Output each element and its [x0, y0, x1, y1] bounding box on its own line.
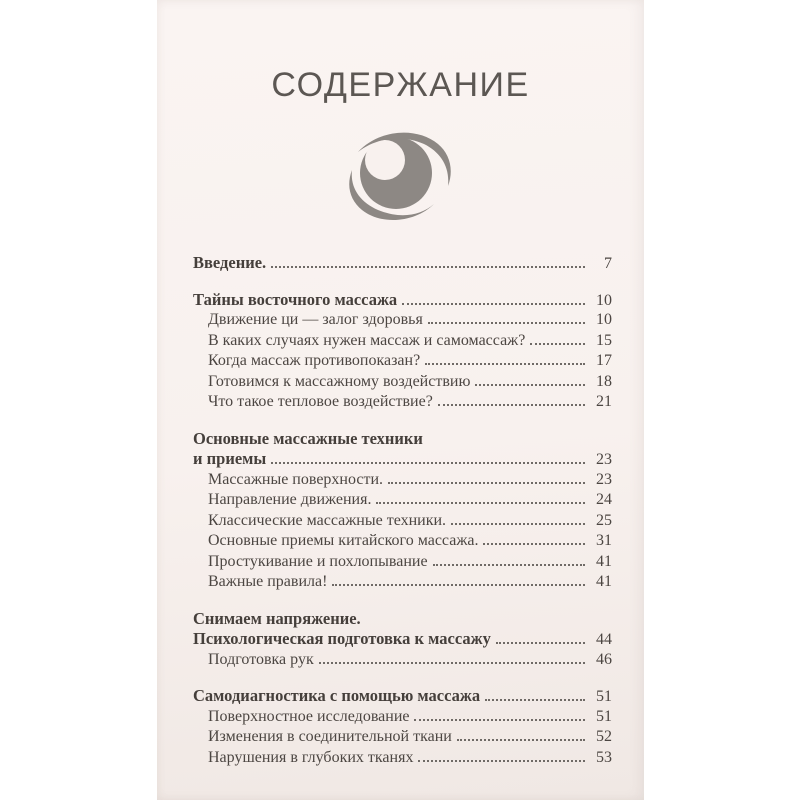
toc-entry-label: Изменения в соединительной ткани — [208, 728, 452, 745]
toc-entry-label: Снимаем напряжение. — [193, 608, 361, 628]
toc-entry — [193, 331, 612, 352]
toc-entry — [193, 372, 612, 393]
toc-dotted-leader — [475, 384, 585, 386]
toc-dotted-leader — [457, 739, 585, 741]
toc-entry — [193, 511, 612, 532]
toc-entry — [193, 650, 612, 671]
toc-entry-label: Основные массажные техники — [193, 428, 423, 448]
toc-entry — [193, 609, 612, 630]
toc-entry — [193, 707, 612, 728]
toc-entry — [193, 351, 612, 372]
page-title: СОДЕРЖАНИЕ — [271, 66, 530, 104]
toc-dotted-leader — [428, 322, 585, 324]
toc-entry-label: Введение. — [193, 253, 267, 272]
toc-dotted-leader — [438, 404, 585, 406]
toc-entry — [193, 490, 612, 511]
toc-entry — [193, 629, 612, 650]
toc-entry — [193, 748, 612, 769]
toc-page-number: 25 — [596, 511, 612, 529]
toc-dotted-leader — [376, 502, 585, 504]
toc-entry — [193, 290, 612, 311]
toc-entry-label: Что такое тепловое воздействие? — [208, 393, 433, 410]
toc-dotted-leader — [496, 642, 585, 644]
toc-entry-label: Поверхностное исследование — [208, 707, 410, 725]
toc-entry-label: Нарушения в глубоких тканях — [208, 748, 414, 766]
toc-page-number: 44 — [596, 631, 612, 648]
toc-dotted-leader — [271, 462, 585, 464]
toc-dotted-leader — [433, 564, 585, 566]
toc-entry — [193, 552, 612, 573]
book-page — [157, 0, 644, 800]
toc-entry-label: Подготовка рук — [208, 650, 314, 668]
toc-entry-label: Самодиагностика с помощью массажа — [193, 686, 481, 705]
toc-entry — [193, 253, 612, 274]
toc-entry-label: Тайны восточного массажа — [193, 289, 398, 309]
toc-entry-label: Основные приемы китайского массажа. — [208, 532, 479, 549]
toc-page-number: 23 — [596, 451, 612, 468]
toc-page-number: 15 — [596, 331, 612, 349]
toc-dotted-leader — [319, 662, 585, 664]
toc-page-number: 17 — [596, 352, 612, 369]
toc-page-number: 10 — [596, 291, 612, 309]
toc-entry-label: Классические массажные техники. — [208, 511, 447, 529]
table-of-contents — [193, 253, 612, 768]
toc-dotted-leader — [425, 363, 585, 365]
toc-page-number: 51 — [596, 688, 612, 705]
toc-dotted-leader — [414, 719, 585, 721]
toc-dotted-leader — [483, 543, 585, 545]
toc-entry-label: Массажные поверхности. — [208, 470, 384, 488]
toc-page-number: 52 — [596, 728, 612, 745]
toc-dotted-leader — [332, 584, 585, 586]
toc-dotted-leader — [451, 523, 585, 525]
toc-entry-label: и приемы — [193, 449, 267, 468]
toc-page-number: 18 — [596, 372, 612, 390]
toc-dotted-leader — [418, 760, 585, 762]
toc-page-number: 53 — [596, 748, 612, 766]
toc-entry-label: Важные правила! — [208, 573, 328, 590]
toc-page-number: 24 — [596, 491, 612, 508]
toc-entry-label: Когда массаж противопоказан? — [208, 352, 421, 369]
toc-page-number: 31 — [596, 532, 612, 549]
toc-dotted-leader — [388, 482, 585, 484]
toc-page-number: 23 — [596, 470, 612, 488]
toc-entry-label: Движение ци — залог здоровья — [208, 311, 423, 328]
swirl-logo-icon — [338, 126, 462, 226]
toc-page-number: 51 — [596, 707, 612, 725]
toc-page-number: 41 — [596, 573, 612, 590]
toc-entry — [193, 449, 612, 470]
toc-page-number: 46 — [596, 650, 612, 668]
toc-entry — [193, 470, 612, 491]
toc-dotted-leader — [271, 266, 585, 268]
toc-dotted-leader — [530, 343, 585, 345]
toc-entry-label: Направление движения. — [208, 491, 372, 508]
toc-page-number: 10 — [596, 311, 612, 328]
toc-entry — [193, 392, 612, 413]
toc-entry-label: В каких случаях нужен массаж и самомассаж? — [208, 331, 526, 349]
toc-page-number: 41 — [596, 552, 612, 570]
toc-entry-label: Простукивание и похлопывание — [208, 552, 428, 570]
toc-entry — [193, 686, 612, 707]
toc-entry — [193, 531, 612, 552]
toc-entry — [193, 310, 612, 331]
toc-entry — [193, 572, 612, 593]
toc-entry-label: Готовимся к массажному воздействию — [208, 372, 471, 390]
toc-dotted-leader — [485, 699, 585, 701]
toc-entry — [193, 429, 612, 450]
toc-page-number: 7 — [604, 255, 612, 272]
toc-entry — [193, 727, 612, 748]
toc-dotted-leader — [402, 303, 585, 305]
toc-entry-label: Психологическая подготовка к массажу — [193, 629, 491, 648]
toc-page-number: 21 — [596, 393, 612, 410]
